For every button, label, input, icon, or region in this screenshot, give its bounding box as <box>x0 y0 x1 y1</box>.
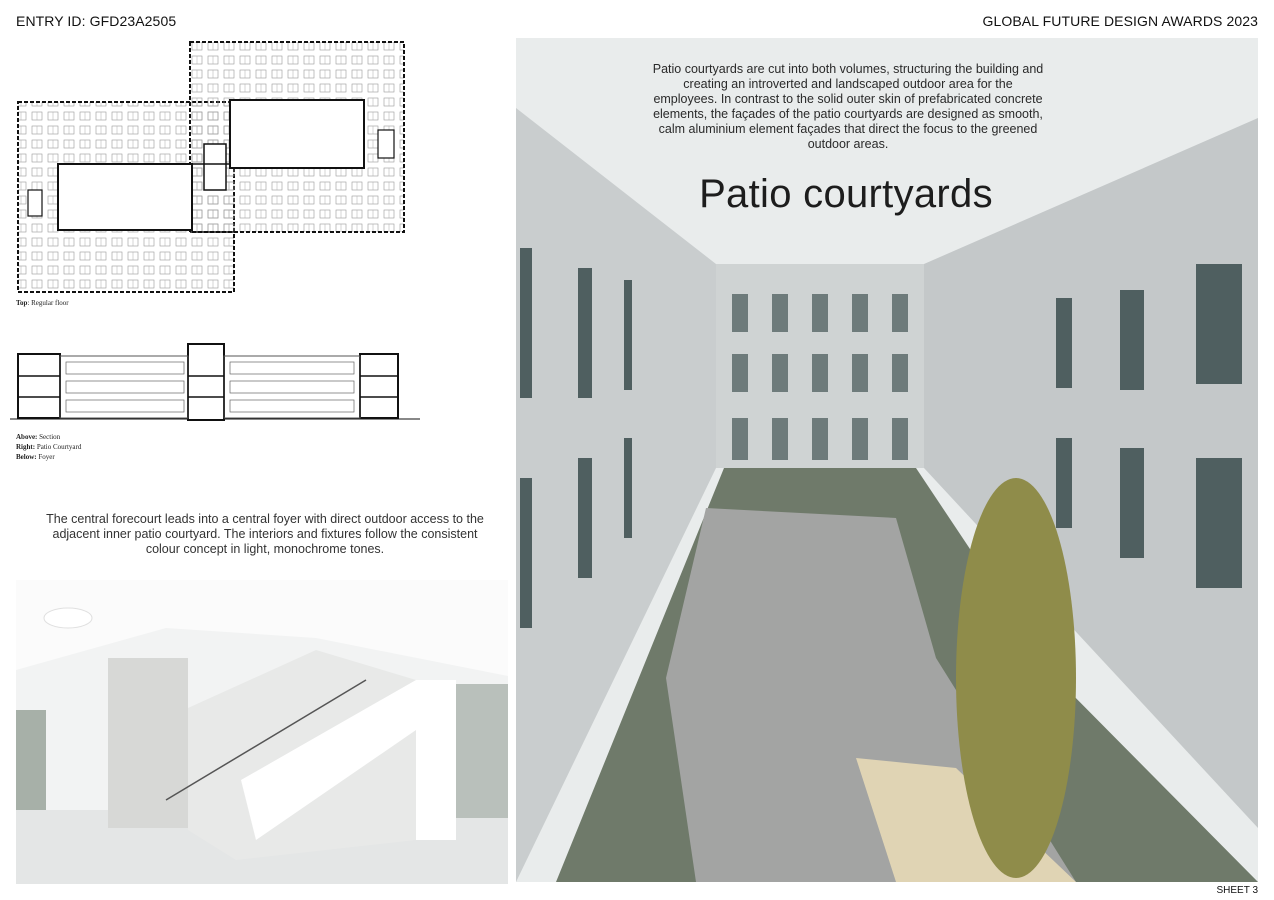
patio-title: Patio courtyards <box>699 172 993 216</box>
award-title: GLOBAL FUTURE DESIGN AWARDS 2023 <box>982 13 1258 29</box>
caption-top-label: Top <box>16 299 28 307</box>
foyer-photo <box>16 580 508 884</box>
courtyard-photo <box>516 38 1258 882</box>
caption-top <box>16 298 69 308</box>
caption-multi <box>16 432 81 462</box>
sheet-number: SHEET 3 <box>1216 885 1258 896</box>
caption-below-label: Below: <box>16 453 37 461</box>
caption-top-text: : Regular floor <box>27 299 69 307</box>
section-drawing <box>10 336 420 428</box>
caption-below-text: Foyer <box>36 453 55 461</box>
caption-above-text: Section <box>37 433 61 441</box>
caption-above-label: Above: <box>16 433 38 441</box>
floor-plan-drawing <box>14 40 410 298</box>
patio-description: Patio courtyards are cut into both volumes, structuring the building and creating an introverted and landscaped outdoor area for the employees. In contrast to the solid outer skin of prefabricated concrete elements, the façades of the patio courtyards are designed as smooth, calm aluminium element façades that direct the focus to the greened outdoor areas. <box>652 62 1044 151</box>
foyer-description: The central forecourt leads into a central foyer with direct outdoor access to the adjacent inner patio courtyard. The interiors and fixtures follow the consistent colour concept in light, monochrome tones. <box>46 512 484 556</box>
caption-right-label: Right: <box>16 443 36 451</box>
caption-right-text: Patio Courtyard <box>35 443 82 451</box>
entry-id: ENTRY ID: GFD23A2505 <box>16 13 177 29</box>
